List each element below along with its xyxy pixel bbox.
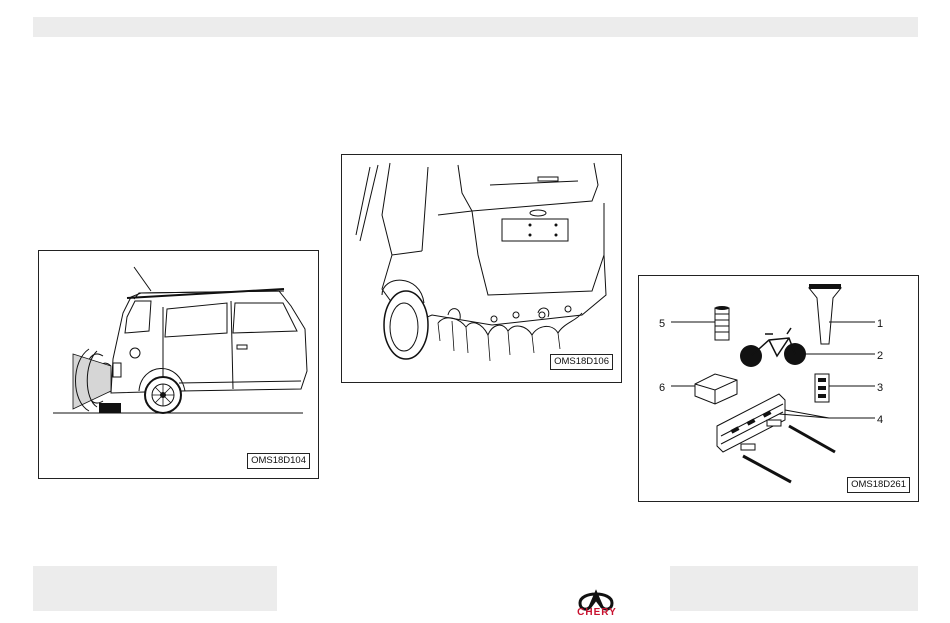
callout-3: 3 [877, 382, 884, 394]
callout-6: 6 [659, 382, 666, 394]
items-illustration [639, 276, 918, 501]
figure-items-list [638, 275, 919, 502]
figure-parking-sensor-side [38, 250, 319, 479]
footer-left-box [33, 566, 277, 611]
figure-rear-bumper [341, 154, 622, 383]
figure-code: OMS18D261 [847, 477, 910, 493]
rear-bumper-illustration [342, 155, 621, 382]
header-bar [33, 17, 918, 37]
figure-code: OMS18D104 [247, 453, 310, 469]
callout-2: 2 [877, 350, 884, 362]
footer-right-box [670, 566, 918, 611]
figure-code: OMS18D106 [550, 354, 613, 370]
callout-1: 1 [877, 318, 884, 330]
brand-name: CHERY [577, 607, 617, 618]
car-side-illustration [39, 251, 318, 478]
callout-5: 5 [659, 318, 666, 330]
callout-4: 4 [877, 414, 884, 426]
